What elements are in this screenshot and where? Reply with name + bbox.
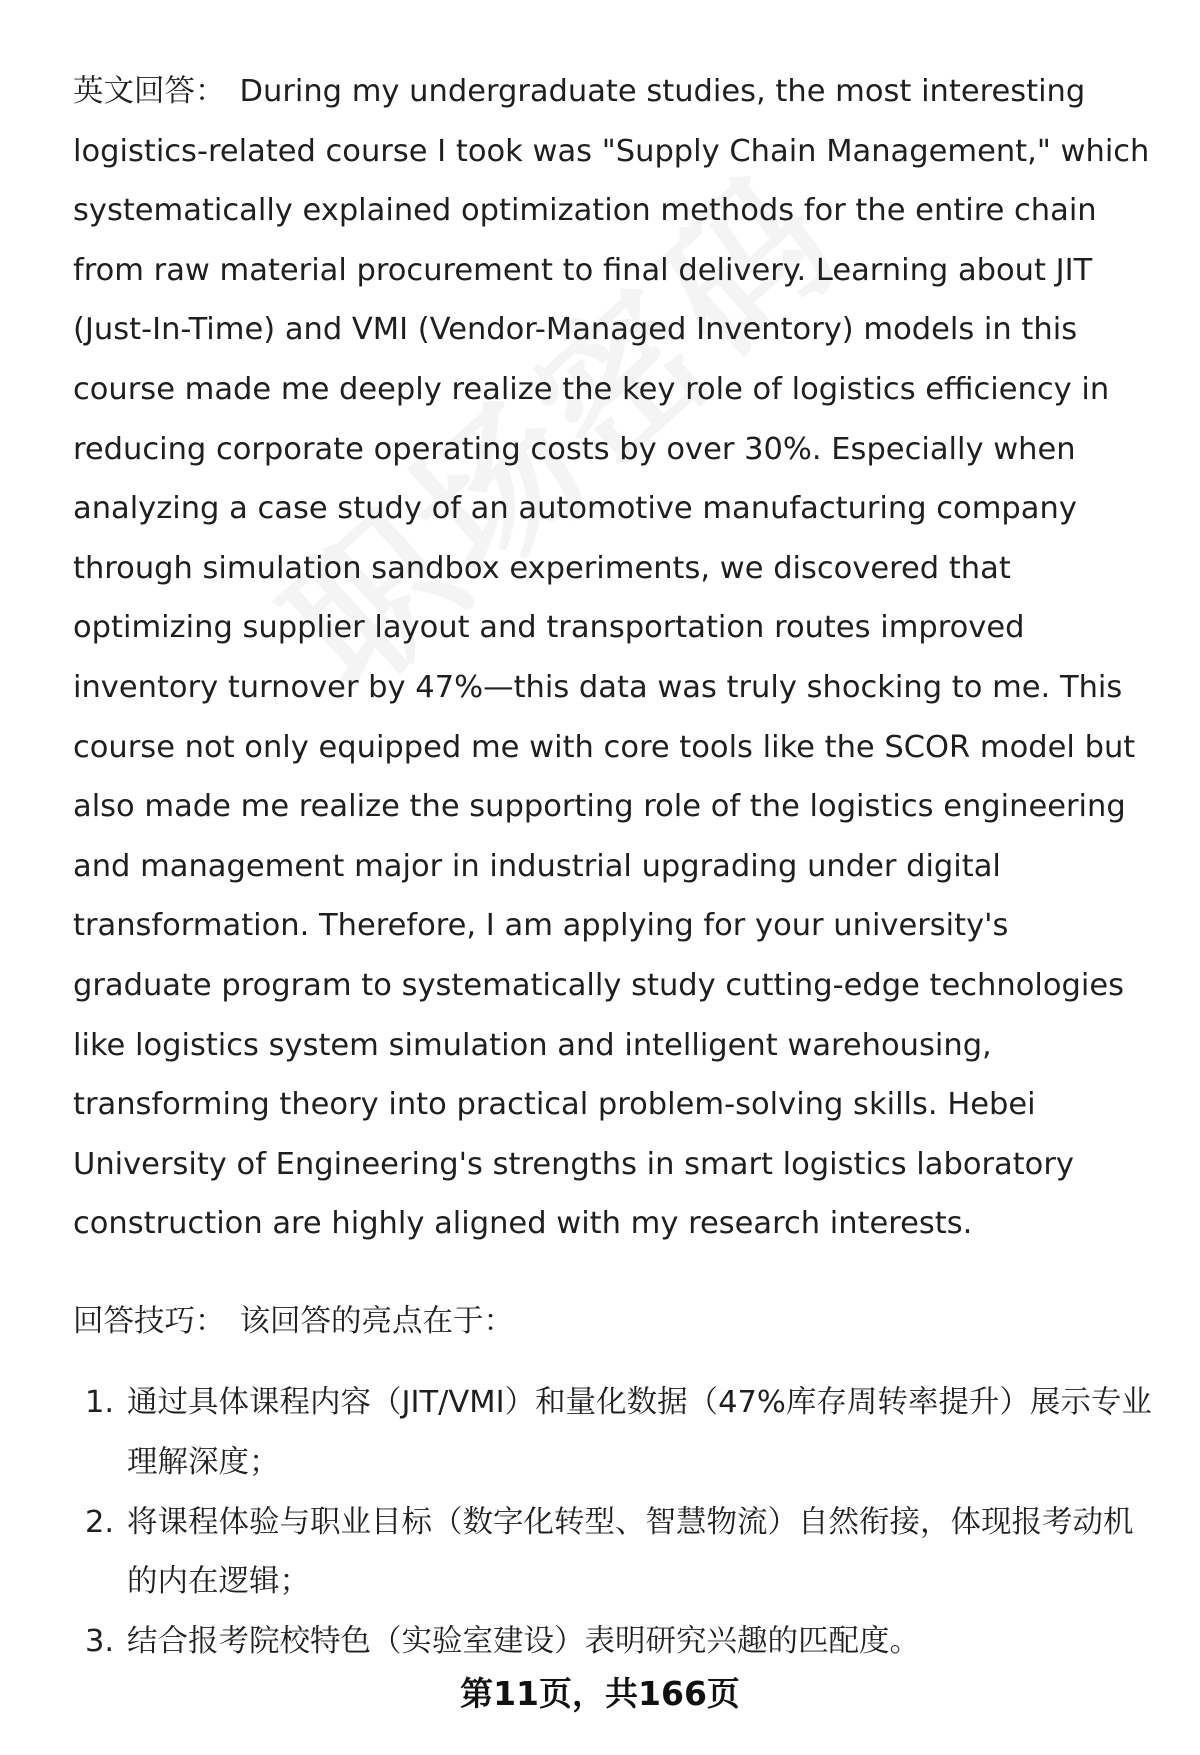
tip-item-1 bbox=[73, 1373, 1153, 1492]
answer-tips-label: 回答技巧： bbox=[73, 1303, 226, 1339]
tip-item-2 bbox=[73, 1493, 1153, 1612]
english-answer-text: During my undergraduate studies, the most interesting logistics-related course I took was "Supply Chain Management," which systematically explained optimization methods for the entire chain from raw material procurement to final delivery. Learning about JIT (Just-In-Time) and VMI (Vendor-Managed Inventory) models in this course made me deeply realize the key role of logistics efficiency in reducing corporate operating costs by over 30%. Especially when analyzing a case study of an automotive manufacturing company through simulation sandbox experiments, we discovered that optimizing supplier layout and transportation routes improved inventory turnover by 47%—this data was truly shocking to me. This course not only equipped me with core tools like the SCOR model but also made me realize the supporting role of the logistics engineering and management major in industrial upgrading under digital transformation. Therefore, I am applying for your university's graduate program to systematically study cutting-edge technologies like logistics system simulation and intelligent warehousing, transforming theory into practical problem-solving skills. Hebei University of Engineering's strengths in smart logistics laboratory construction are highly aligned with my research interests. bbox=[73, 74, 1150, 1242]
tip-text: 将课程体验与职业目标（数字化转型、智慧物流）自然衔接，体现报考动机的内在逻辑； bbox=[127, 1504, 1134, 1600]
english-answer-label: 英文回答： bbox=[73, 74, 226, 109]
tip-text: 通过具体课程内容（JIT/VMI）和量化数据（47%库存周转率提升）展示专业理解深度； bbox=[127, 1385, 1152, 1481]
english-answer-paragraph bbox=[73, 62, 1153, 1254]
tip-number: 3. bbox=[85, 1623, 115, 1659]
tip-number: 1. bbox=[85, 1385, 115, 1421]
page-number-footer: 第11页，共166页 bbox=[460, 1674, 740, 1713]
tips-list bbox=[73, 1373, 1153, 1671]
tip-number: 2. bbox=[85, 1504, 115, 1540]
tip-text: 结合报考院校特色（实验室建设）表明研究兴趣的匹配度。 bbox=[127, 1623, 920, 1659]
answer-tips-intro: 该回答的亮点在于： bbox=[239, 1303, 514, 1339]
answer-tips-heading bbox=[73, 1292, 1153, 1352]
tip-item-3 bbox=[73, 1612, 1153, 1672]
page-content bbox=[73, 62, 1153, 1671]
